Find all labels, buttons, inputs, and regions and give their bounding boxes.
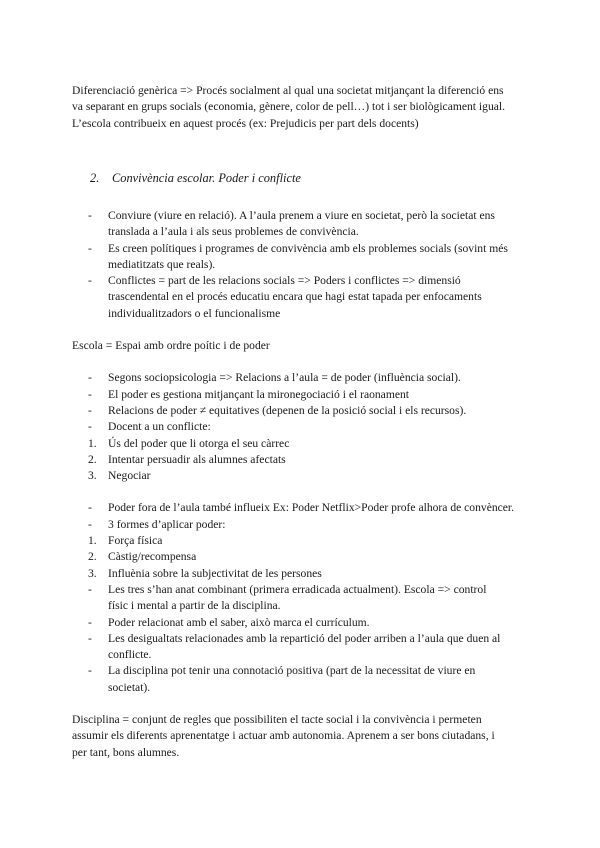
list-item [72, 663, 534, 696]
list-one [72, 208, 534, 761]
number-marker: 1. [88, 534, 97, 548]
item-line: físic i mental a partir de la disciplina. [108, 599, 281, 613]
list-item [72, 549, 534, 565]
item-line: Poder relacionat amb el saber, això marca el currículum. [108, 615, 370, 629]
item-line: Relacions de poder ≠ equitatives (depenen de la posició social i els recursos). [108, 403, 467, 417]
item-line: Segons sociopsicologia => Relacions a l’aula = de poder (influència social). [108, 371, 461, 385]
bullet-marker: - [88, 615, 92, 629]
item-line: Conviure (viure en relació). A l’aula prenem a viure en societat, però la societat ens [108, 209, 495, 222]
text-line: assumir els diferents aprenentatge i actuar amb autonomia. Aprenem a ser bons ciutadans, i [72, 729, 495, 743]
bullet-marker: - [88, 387, 92, 401]
list-item [72, 273, 534, 322]
bullet-marker: - [88, 241, 92, 255]
item-line: individualitzadors o el funcionalisme [108, 306, 281, 320]
list-item [72, 615, 534, 631]
item-line: Negociar [108, 469, 151, 483]
list-item [72, 468, 534, 484]
list-item [72, 582, 534, 615]
list-item [72, 500, 534, 516]
bullet-marker: - [88, 403, 92, 417]
item-line: trascendental en el procés educatiu encara que hagi estat tapada per enfocaments [108, 290, 482, 304]
list-item [72, 631, 534, 664]
school-line: Escola = Espai amb ordre poític i de poder [72, 339, 270, 353]
item-line: societat). [108, 680, 151, 694]
text-line: Diferenciació genèrica => Procés socialment al qual una societat mitjançant la diferenció ens [72, 84, 504, 97]
item-line: Intentar persuadir als alumnes afectats [108, 452, 286, 466]
item-line: Les desigualtats relacionades amb la repartició del poder arriben a l’aula que duen al [108, 631, 501, 645]
number-marker: 3. [88, 566, 97, 580]
list-item [72, 241, 534, 274]
list-item [72, 566, 534, 582]
item-line: El poder es gestiona mitjançant la mironegociació i el raonament [108, 387, 410, 401]
section-number: 2. [90, 171, 100, 185]
bullet-marker: - [88, 420, 92, 434]
spacer [72, 484, 534, 500]
item-line: translada a l’aula i als seus problemes de convivència. [108, 225, 359, 239]
bullet-marker: - [88, 371, 92, 385]
item-line: Es creen polítiques i programes de convivència amb els problemes socials (sovint més [108, 241, 508, 255]
item-line: Càstig/recompensa [108, 550, 197, 564]
section-title: Convivència escolar. Poder i conflicte [112, 171, 301, 185]
item-line: Conflictes = part de les relacions socials => Poders i conflictes => dimensió [108, 274, 461, 288]
list-item [72, 533, 534, 549]
item-line: mediatitzats que reals). [108, 257, 216, 271]
bullet-marker: - [88, 517, 92, 531]
item-line: Influènia sobre la subjectivitat de les persones [108, 566, 322, 580]
bullet-marker: - [88, 664, 92, 678]
item-line: Ús del poder que li otorga el seu càrrec [108, 436, 290, 450]
item-line: La disciplina pot tenir una connotació positiva (part de la necessitat de viure en [108, 664, 476, 678]
spacer [72, 696, 534, 712]
list-item [72, 517, 534, 533]
item-line: Docent a un conflicte: [108, 420, 211, 434]
text-line: L’escola contribueix en aquest procés (ex: Prejudicis per part dels docents) [72, 116, 419, 130]
text-line: va separant en grups socials (economia, gènere, color de pell…) tot i ser biològicament igual. [72, 100, 506, 114]
item-line: Les tres s’han anat combinant (primera erradicada actualment). Escola => control [108, 582, 487, 596]
section-heading [90, 170, 510, 186]
bullet-marker: - [88, 631, 92, 645]
bullet-marker: - [88, 274, 92, 288]
spacer [72, 354, 534, 370]
number-marker: 2. [88, 452, 97, 466]
list-item [72, 419, 534, 435]
item-line: Poder fora de l’aula també influeix Ex: Poder Netflix>Poder profe alhora de convèncer. [108, 501, 515, 515]
item-line: 3 formes d’aplicar poder: [108, 517, 226, 531]
bullet-marker: - [88, 582, 92, 596]
number-marker: 1. [88, 436, 97, 450]
bullet-marker: - [88, 209, 92, 222]
number-marker: 2. [88, 550, 97, 564]
list-item [72, 452, 534, 468]
list-item [72, 403, 534, 419]
item-line: Força física [108, 534, 163, 548]
text-line: per tant, bons alumnes. [72, 745, 180, 759]
list-item [72, 436, 534, 452]
item-line: conflicte. [108, 648, 152, 662]
list-item [72, 208, 534, 241]
intro-paragraph [72, 83, 534, 132]
bullet-marker: - [88, 501, 92, 515]
text-line: Disciplina = conjunt de regles que possibiliten el tacte social i la convivència i permeten [72, 713, 482, 727]
spacer [72, 322, 534, 338]
list-item [72, 370, 534, 386]
number-marker: 3. [88, 469, 97, 483]
list-item [72, 387, 534, 403]
closing-paragraph [72, 712, 534, 761]
